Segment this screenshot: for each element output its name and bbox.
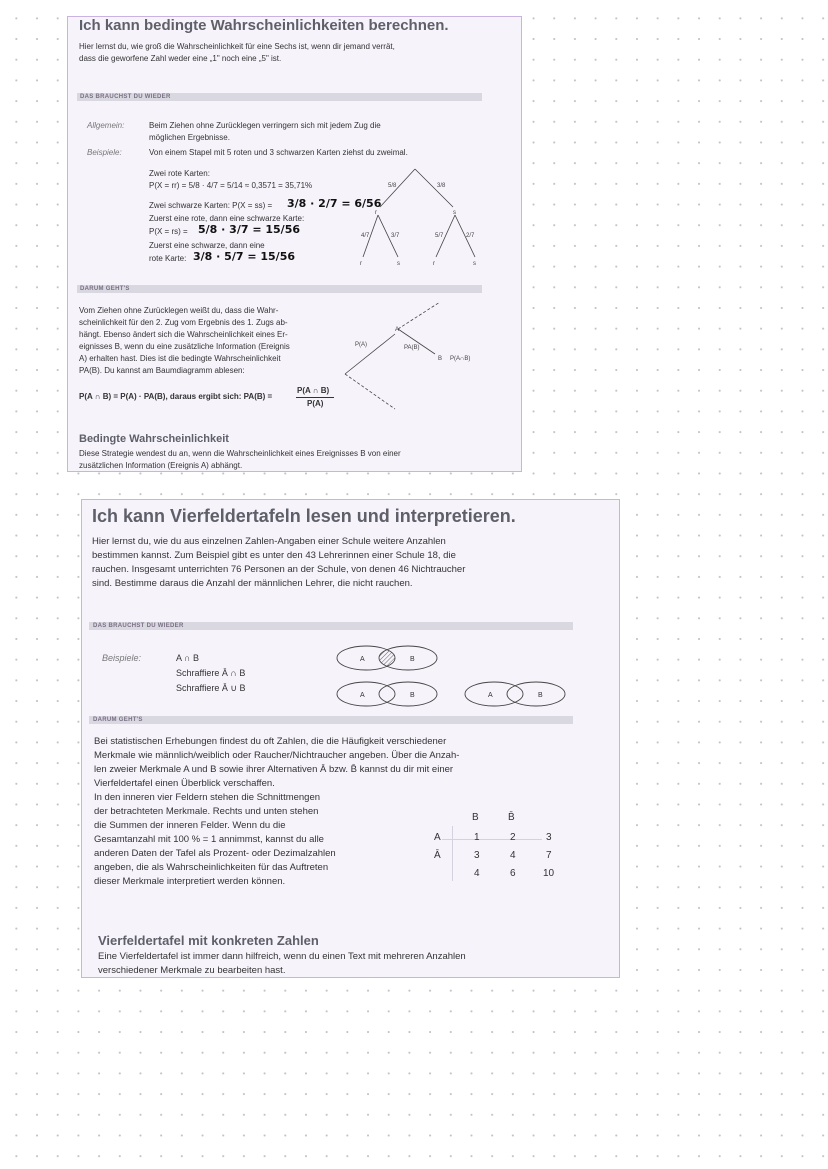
tree-node: r [375,210,377,216]
section-label: DARUM GEHT'S [80,286,130,292]
section-band [77,285,482,293]
table-cell: 1 [474,832,480,843]
beispiel-line: Schraffiere Ā ∪ B [176,683,246,693]
probability-tree-diagram [358,157,488,267]
intro-line: Hier lernst du, wie groß die Wahrscheinlichkeit für eine Sechs ist, wenn dir jemand verrät, [79,42,395,51]
tree-prob: 3/8 [437,183,446,189]
strategy-subtitle: Vierfeldertafel mit konkreten Zahlen [98,933,319,948]
example-line: P(X = rs) = [149,227,188,236]
table-cell: 4 [510,850,516,861]
intro-line: sind. Bestimme daraus die Anzahl der männlichen Lehrer, die nicht rauchen. [92,578,413,589]
example-line: Zuerst eine schwarze, dann eine [149,241,265,250]
tree-prob: 5/8 [388,183,397,189]
diagram-label: PA(B) [404,345,420,351]
handwritten-answer: 3/8 · 2/7 = 6/56 [287,197,382,210]
tree-prob: 2/7 [466,233,475,239]
worksheet-card-two-way-table [81,499,620,978]
darum-line: anderen Daten der Tafel als Prozent- oder Dezimalzahlen [94,848,336,859]
strategy-line: zusätzlichen Information (Ereignis A) abhängt. [79,461,243,470]
strategy-subtitle: Bedingte Wahrscheinlichkeit [79,433,229,445]
row-header: A [434,832,441,843]
diagram-label: P(A∩B) [450,356,471,362]
tree-prob: 3/7 [391,233,400,239]
example-line: Zuerst eine rote, dann eine schwarze Karte: [149,214,305,223]
darum-line: der betrachteten Merkmale. Rechts und unten stehen [94,806,319,817]
darum-line: Vom Ziehen ohne Zurücklegen weißt du, dass die Wahr- [79,306,279,315]
venn-diagrams [332,644,572,710]
handwritten-answer: 3/8 · 5/7 = 15/56 [193,250,295,263]
intro-line: Hier lernst du, wie du aus einzelnen Zahlen-Angaben einer Schule weitere Anzahlen [92,536,446,547]
example-line: Zwei schwarze Karten: P(X = ss) = [149,201,273,210]
table-cell: 7 [546,850,552,861]
beispiel-line: Schraffiere Ā ∩ B [176,668,246,678]
allgemein-text: Beim Ziehen ohne Zurücklegen verringern sich mit jedem Zug die [149,121,381,130]
example-line: rote Karte: [149,254,187,263]
card-title: Ich kann Vierfeldertafeln lesen und interpretieren. [92,506,516,526]
section-label: DAS BRAUCHST DU WIEDER [80,94,171,100]
table-cell: 2 [510,832,516,843]
tree-prob: 5/7 [435,233,444,239]
beispiel-line: A ∩ B [176,653,199,663]
example-line: P(X = rr) = 5/8 · 4/7 = 5/14 ≈ 0,3571 = 35,71% [149,181,313,190]
table-cell: 10 [543,868,555,879]
example-line: Zwei rote Karten: [149,169,210,178]
tree-node: s [453,210,456,216]
beispiele-label: Beispiele: [87,148,122,157]
table-cell: 6 [510,868,516,879]
formula-numerator: P(A ∩ B) [297,386,330,395]
table-cell: 4 [474,868,480,879]
handwritten-answer: 5/8 · 3/7 = 15/56 [198,223,300,236]
darum-line: A) erhalten hast. Dies ist die bedingte Wahrscheinlichkeit [79,354,281,363]
card-title: Ich kann bedingte Wahrscheinlichkeiten berechnen. [79,17,449,34]
tree-node: r [433,261,435,267]
formula-denominator: P(A) [307,399,324,408]
darum-line: scheinlichkeit für den 2. Zug vom Ergebnis des 1. Zugs ab- [79,318,288,327]
diagram-label: B [438,356,443,362]
fraction-bar [296,397,334,398]
formula: P(A ∩ B) = P(A) · PA(B), daraus ergibt sich: PA(B) = [79,392,273,401]
venn-label-b: B [410,656,415,663]
diagram-label: P(A) [355,342,367,348]
darum-line: die Summen der inneren Felder. Wenn du die [94,820,286,831]
intro-line: dass die geworfene Zahl weder eine „1" noch eine „5" ist. [79,54,282,63]
worksheet-card-conditional-probability [67,16,522,472]
intro-line: bestimmen kannst. Zum Beispiel gibt es unter den 43 Lehrerinnen einer Schule 18, die [92,550,456,561]
tree-node: s [473,261,476,267]
venn-label-b: B [538,692,543,699]
darum-line: Bei statistischen Erhebungen findest du oft Zahlen, die die Häufigkeit verschiedener [94,736,447,747]
darum-line: len zweier Merkmale A und B sowie ihrer Alternativen Ā bzw. B̄ kannst du dir mit einer [94,764,454,775]
row-header: Ā [434,850,441,861]
darum-line: dieser Merkmale interpretiert werden können. [94,876,286,887]
tree-node: r [360,261,362,267]
strategy-line: Eine Vierfeldertafel ist immer dann hilfreich, wenn du einen Text mit mehreren Anzahlen [98,951,466,962]
col-header: B [472,812,479,823]
beispiele-text: Von einem Stapel mit 5 roten und 3 schwarzen Karten ziehst du zweimal. [149,148,408,157]
venn-label-a: A [360,656,365,663]
venn-label-b: B [410,692,415,699]
table-cell: 3 [546,832,552,843]
section-label: DARUM GEHT'S [93,717,143,723]
section-label: DAS BRAUCHST DU WIEDER [93,623,184,629]
tree-prob: 4/7 [361,233,370,239]
darum-line: Merkmale wie männlich/weiblich oder Raucher/Nichtraucher angeben. Über die Anzah- [94,750,460,761]
strategy-line: Diese Strategie wendest du an, wenn die Wahrscheinlichkeit eines Ereignisses B von einer [79,449,401,458]
conditional-tree-diagram [340,299,490,409]
tree-node: s [397,261,400,267]
allgemein-text: möglichen Ergebnisse. [149,133,230,142]
darum-line: PA(B). Du kannst am Baumdiagramm ablesen: [79,366,245,375]
intro-line: rauchen. Insgesamt unterrichten 76 Personen an der Schule, von denen 46 Nichtraucher [92,564,466,575]
darum-line: In den inneren vier Feldern stehen die Schnittmengen [94,792,321,803]
four-field-table [422,808,562,888]
diagram-label: A [395,327,400,333]
allgemein-label: Allgemein: [87,121,125,130]
venn-label-a: A [360,692,365,699]
venn-label-a: A [488,692,493,699]
darum-line: eignisses B, wenn du eine zusätzliche Information (Ereignis [79,342,290,351]
darum-line: Gesamtanzahl mit 100 % = 1 annimmst, kannst du alle [94,834,324,845]
beispiele-label: Beispiele: [102,653,142,663]
section-band [89,716,573,724]
darum-line: angeben, die als Wahrscheinlichkeiten für das Auftreten [94,862,329,873]
col-header: B̄ [508,812,515,823]
table-cell: 3 [474,850,480,861]
strategy-line: verschiedener Merkmale zu bearbeiten hast. [98,965,286,976]
darum-line: Vierfeldertafel einen Überblick verschaffen. [94,778,275,789]
darum-line: hängt. Ebenso ändert sich die Wahrscheinlichkeit eines Er- [79,330,288,339]
